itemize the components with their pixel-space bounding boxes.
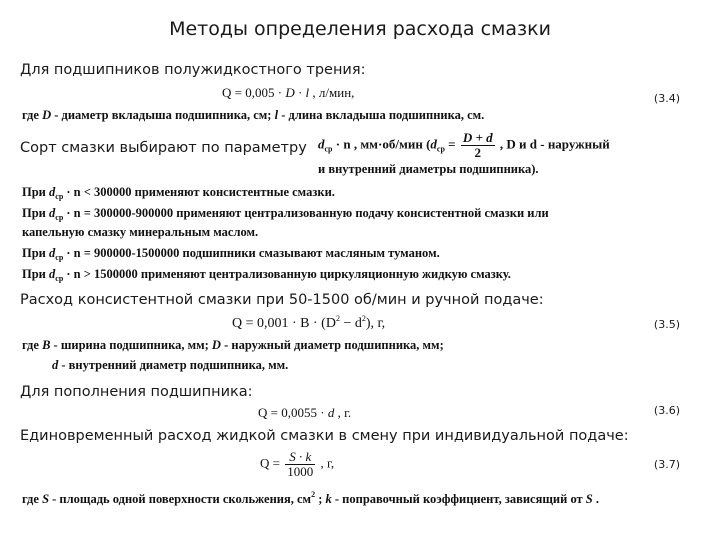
formula-var: S <box>585 492 593 506</box>
rule-text: · n > 1500000 применяют централизованную циркуляционную жидкую смазку. <box>63 267 511 281</box>
where-text: - наружный диаметр подшипника, мм; <box>220 338 444 352</box>
where-clause-3 <box>22 490 599 507</box>
section-heading-grease-grade: Сорт смазки выбирают по параметру <box>20 140 307 156</box>
rule-prefix: При <box>22 185 46 199</box>
rule-line-1 <box>22 185 335 201</box>
where-word: где <box>22 108 39 122</box>
formula-text: Q = 0,0055 · <box>258 405 328 420</box>
equation-number-3-7: (3.7) <box>653 458 680 471</box>
where-text: - ширина подшипника, мм; <box>50 338 209 352</box>
where-text: . <box>592 492 599 506</box>
where-text: - площадь одной поверхности скольжения, см <box>49 492 312 506</box>
formula-text: Q = 0,005 · <box>222 85 286 100</box>
rule-line-4 <box>22 267 511 283</box>
formula-text: Q = <box>260 455 284 471</box>
page-title: Методы определения расхода смазки <box>169 18 551 40</box>
equation-number-3-5: (3.5) <box>653 318 680 331</box>
where-word: где <box>22 492 39 506</box>
where-text: ; <box>315 492 326 506</box>
formula-text: , мм·об/мин ( <box>350 136 431 152</box>
where-text: - диаметр вкладыша подшипника, см; <box>51 108 272 122</box>
formula-var: D <box>211 338 221 352</box>
formula-3-6 <box>258 405 351 421</box>
formula-subscript: ср <box>55 274 64 283</box>
formula-subscript: ср <box>324 144 333 154</box>
formula-var: B <box>42 338 51 352</box>
formula-subscript: ср <box>55 213 64 222</box>
section-heading-bearings: Для подшипников полужидкостного трения: <box>20 62 366 78</box>
where-text: - длина вкладыша подшипника, см. <box>278 108 485 122</box>
formula-var: D <box>285 85 295 100</box>
fraction-denominator: 1000 <box>287 464 314 479</box>
rule-text: · n = 300000-900000 применяют централизованную подачу консистентной смазки или <box>63 206 549 220</box>
formula-var: d <box>49 267 56 281</box>
formula-var: d <box>49 206 56 220</box>
formula-var: S <box>42 492 50 506</box>
formula-var: d <box>52 358 59 372</box>
rule-text: · n = 900000-1500000 подшипники смазывают масляным туманом. <box>63 246 440 260</box>
formula-var: l <box>305 85 310 100</box>
fraction-numerator: D + d <box>462 130 493 145</box>
formula-var: D <box>42 108 52 122</box>
formula-3-7 <box>260 450 334 479</box>
formula-text: Q = 0,001 · B · (D <box>232 316 336 331</box>
equation-number-3-4: (3.4) <box>653 92 680 105</box>
formula-text: ), г, <box>365 316 386 331</box>
where-clause-1 <box>22 108 484 123</box>
formula-superscript: 2 <box>311 490 316 499</box>
formula-text: , D и d - наружный <box>496 136 610 152</box>
formula-var: k <box>325 492 332 506</box>
rule-prefix: При <box>22 246 46 260</box>
rule-line-2-cont: капельную смазку минеральным маслом. <box>22 225 259 239</box>
where-clause-2 <box>22 338 444 353</box>
formula-var: d <box>327 405 335 420</box>
formula-3-5 <box>232 314 385 332</box>
fraction-denominator: 2 <box>474 145 481 160</box>
rule-text: · n < 300000 применяют консистентные смазки. <box>63 185 335 199</box>
param-note-line2: и внутренний диаметры подшипника). <box>318 162 539 176</box>
formula-text: , г. <box>334 405 352 420</box>
formula-text: · <box>294 85 306 100</box>
formula-text: , л/мин, <box>309 85 355 100</box>
formula-var: d <box>430 136 437 152</box>
formula-subscript: ср <box>55 192 64 201</box>
fraction <box>461 131 495 160</box>
formula-text: = <box>444 136 459 152</box>
where-word: где <box>22 338 39 352</box>
where-text: - поправочный коэффициент, зависящий от <box>331 492 586 506</box>
formula-var: d <box>318 136 325 152</box>
formula-var: l <box>274 108 279 122</box>
formula-var: d <box>49 185 56 199</box>
fraction <box>285 450 315 479</box>
rule-prefix: При <box>22 267 46 281</box>
formula-superscript: 2 <box>335 314 340 323</box>
formula-var: d <box>49 246 56 260</box>
formula-superscript: 2 <box>361 314 366 323</box>
fraction-numerator: S · k <box>285 450 315 465</box>
equation-number-3-6: (3.6) <box>653 404 680 417</box>
where-text: - внутренний диаметр подшипника, мм. <box>58 358 289 372</box>
formula-subscript: ср <box>55 253 64 262</box>
section-heading-refill: Для пополнения подшипника: <box>20 384 253 400</box>
formula-3-4 <box>222 85 354 101</box>
param-dn-formula <box>318 131 610 160</box>
section-heading-grease-consumption: Расход консистентной смазки при 50-1500 об/мин и ручной подаче: <box>20 292 544 308</box>
formula-subscript: ср <box>436 144 445 154</box>
rule-prefix: При <box>22 206 46 220</box>
where-clause-2-cont <box>52 358 288 373</box>
section-heading-liquid-lubricant: Единовременный расход жидкой смазки в смену при индивидуальной подаче: <box>20 428 629 444</box>
rule-line-3 <box>22 246 440 262</box>
rule-line-2 <box>22 206 549 222</box>
formula-text: , г, <box>317 455 335 471</box>
formula-text: − d <box>339 316 362 331</box>
formula-text: · n <box>332 136 351 152</box>
